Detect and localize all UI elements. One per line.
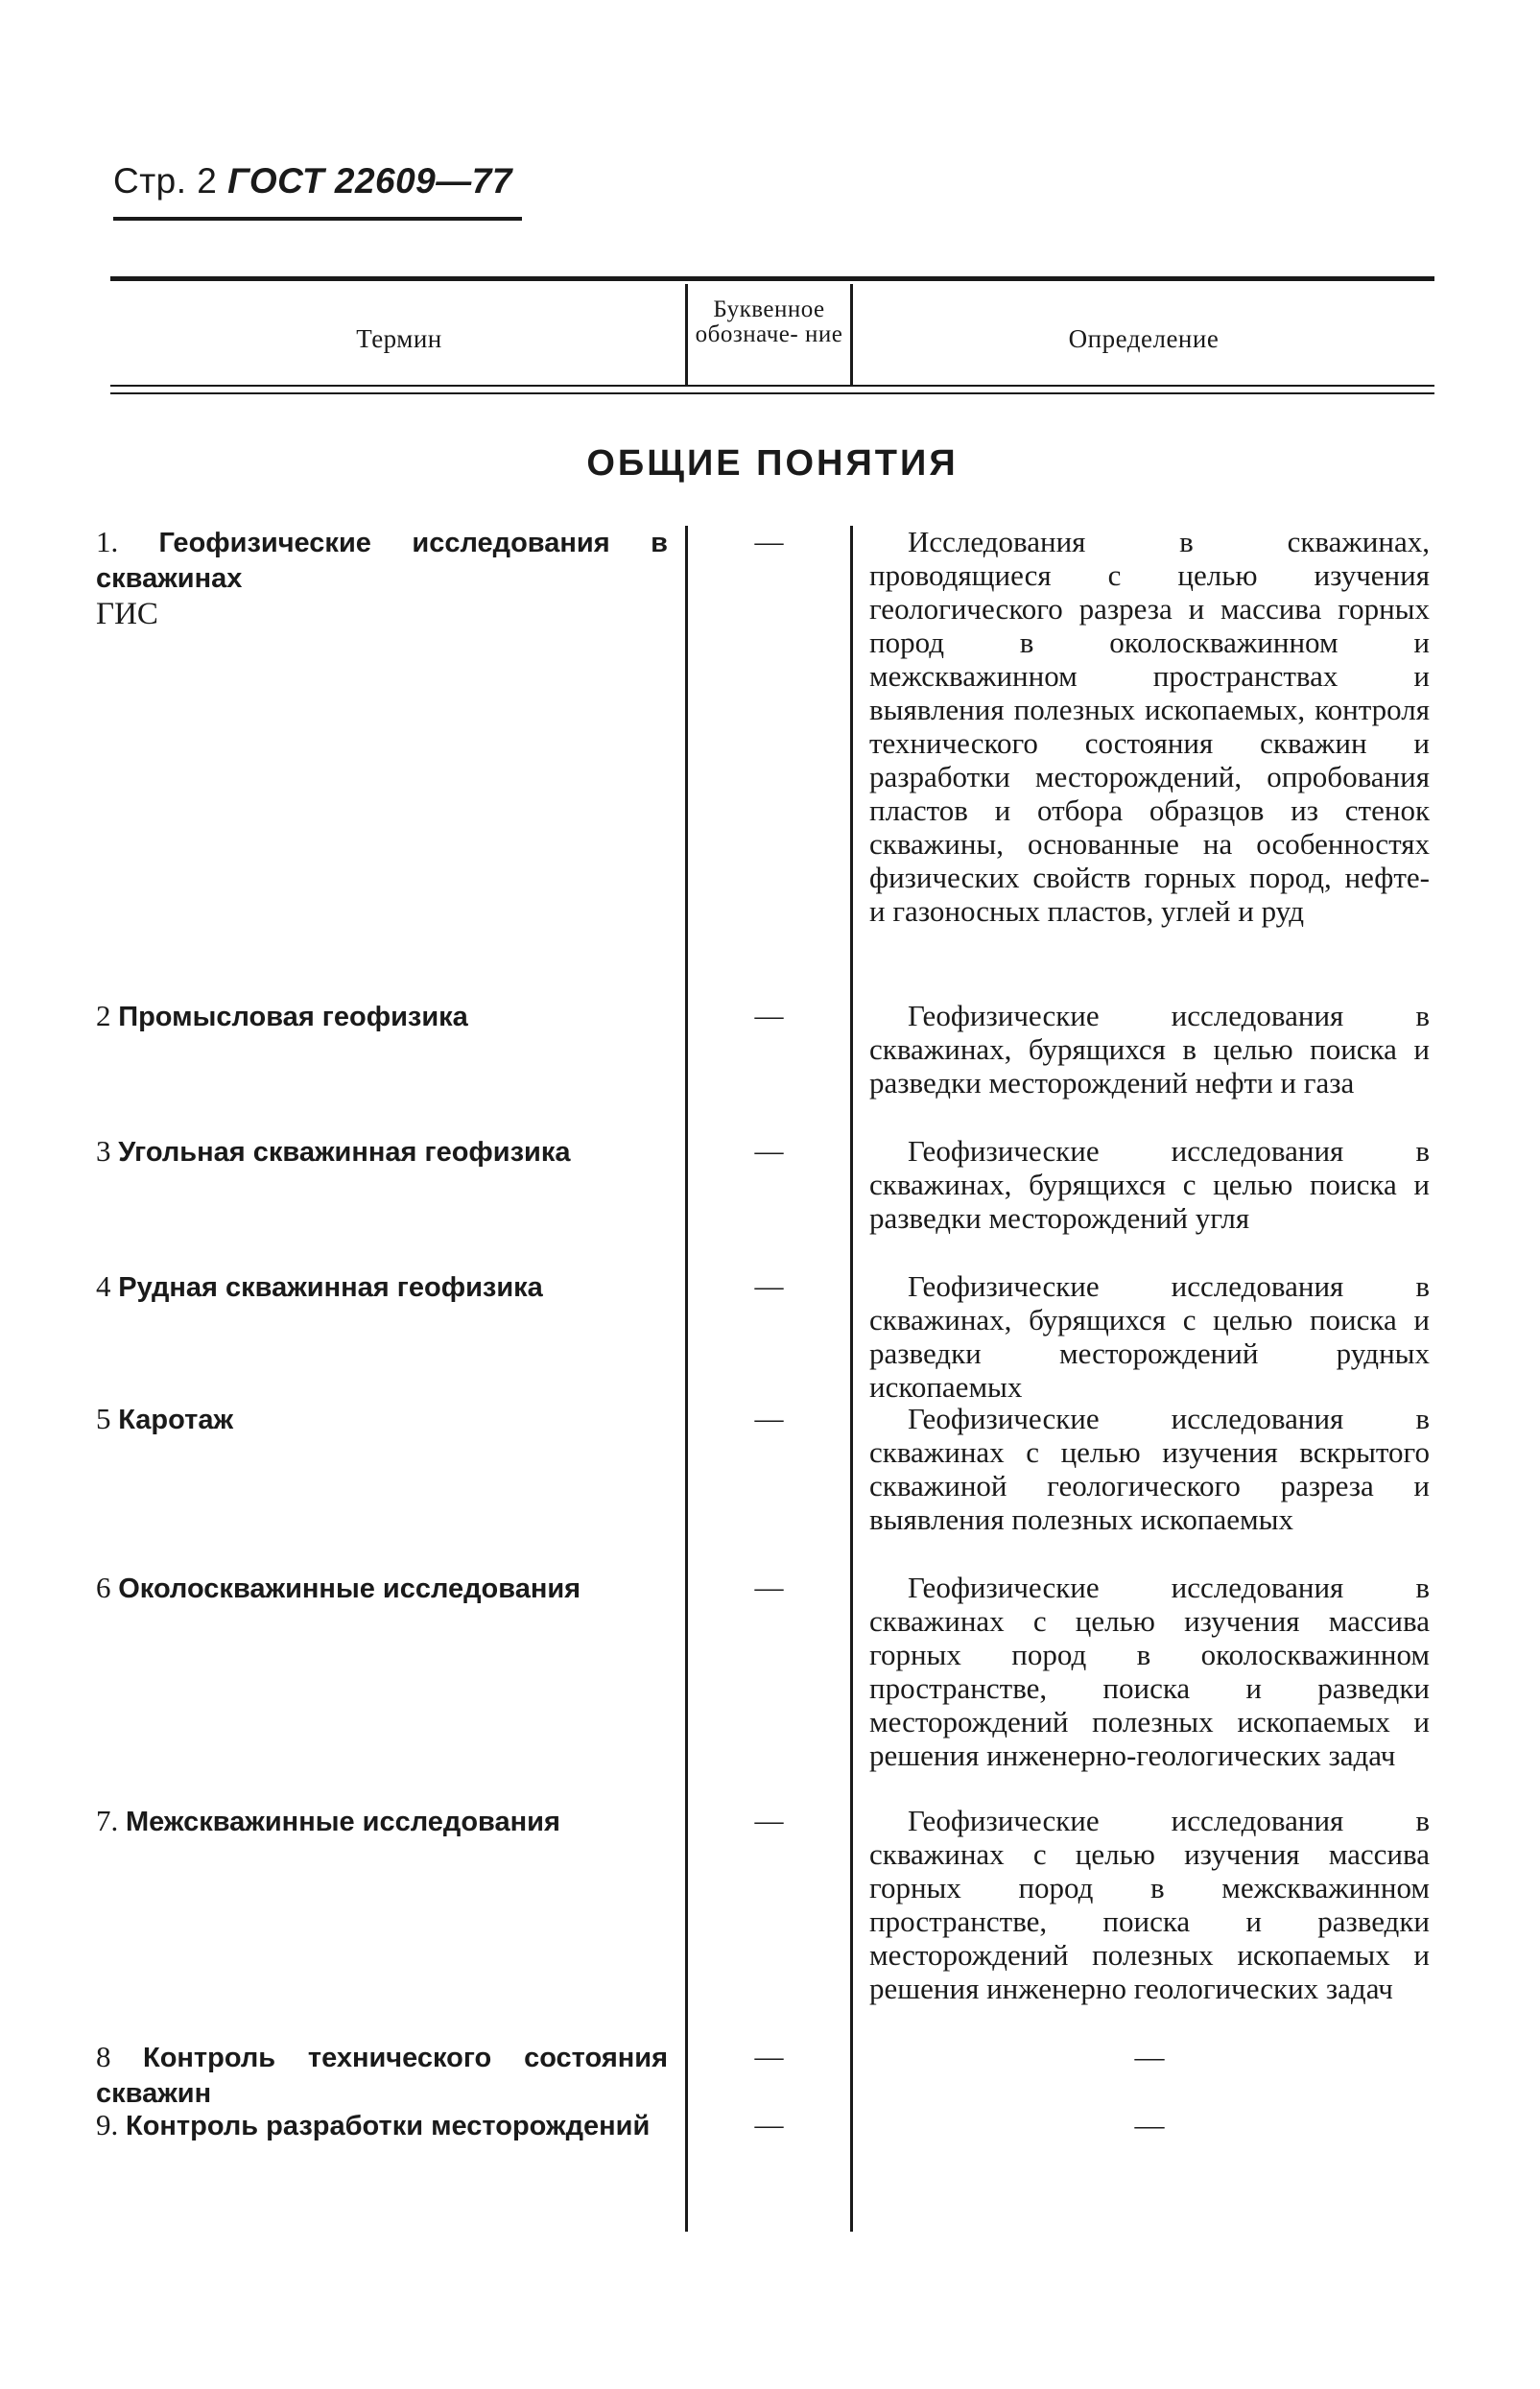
- term-number: 3: [96, 1134, 111, 1168]
- page-header: [113, 161, 512, 201]
- table-head-rule: [110, 385, 1434, 387]
- table-row-definition: Геофизические исследования в скважинах с целью изучения вскрытого скважиной геологического разреза и выявления полезных ископаемых: [869, 1402, 1430, 1536]
- term-number: 1.: [96, 525, 119, 558]
- table-row-symbol: —: [754, 2041, 784, 2072]
- table-row-definition: —: [1134, 2108, 1165, 2141]
- table-row-term: [96, 2108, 668, 2143]
- table-row-symbol: —: [754, 1805, 784, 1836]
- term-name: Промысловая геофизика: [118, 1002, 468, 1032]
- column-divider-body-2: [850, 526, 853, 2232]
- term-number: 7.: [96, 1804, 119, 1837]
- term-name: Межскважинные исследования: [126, 1807, 560, 1837]
- table-row-definition: Исследования в скважинах, проводящиеся с целью изучения геологического разреза и массива горных пород в околоскважинном и межскважинном пространствах и выявления полезных ископаемых, контроля технического состояния скважин и разработки месторождений, опробования пластов и отбора образцов из стенок скважины, основанные на особенностях физических свойств горных пород, нефте- и газоносных пластов, углей и руд: [869, 525, 1430, 928]
- table-top-rule: [110, 276, 1434, 281]
- table-row-definition: Геофизические исследования в скважинах с целью изучения массива горных пород в околоскважинном пространстве, поиска и разведки месторождений полезных ископаемых и решения инженерно-геологических задач: [869, 1571, 1430, 1772]
- table-row-definition: Геофизические исследования в скважинах, бурящихся с целью поиска и разведки месторождений угля: [869, 1134, 1430, 1235]
- table-row-term: [96, 1269, 668, 1305]
- table-head-rule-double: [110, 392, 1434, 394]
- term-number: 9.: [96, 2108, 119, 2141]
- term-name: Околоскважинные исследования: [118, 1573, 581, 1604]
- header-rule: [113, 217, 522, 221]
- table-row-term: [96, 525, 668, 631]
- section-title: ОБЩИЕ ПОНЯТИЯ: [586, 443, 959, 484]
- term-name: Контроль разработки месторождений: [126, 2111, 651, 2141]
- term-number: 2: [96, 999, 111, 1032]
- table-row-term: [96, 2040, 668, 2111]
- term-name: Контроль технического состояния скважин: [96, 2043, 668, 2109]
- table-row-definition: Геофизические исследования в скважинах с целью изучения массива горных пород в межскважинном пространстве, поиска и разведки месторождений полезных ископаемых и решения инженерно геологических задач: [869, 1804, 1430, 2005]
- table-row-symbol: —: [754, 1270, 784, 1302]
- term-name: Геофизические исследования в скважинах: [96, 528, 668, 594]
- table-row-symbol: —: [754, 1135, 784, 1167]
- term-number: 6: [96, 1571, 111, 1604]
- table-row-symbol: —: [754, 1572, 784, 1603]
- term-number: 5: [96, 1402, 111, 1435]
- table-row-symbol: —: [754, 1403, 784, 1434]
- page-number: Стр. 2: [113, 161, 218, 201]
- table-row-definition: Геофизические исследования в скважинах, бурящихся с целью поиска и разведки месторождений рудных ископаемых: [869, 1269, 1430, 1404]
- term-abbreviation: ГИС: [96, 597, 158, 631]
- table-row-definition: Геофизические исследования в скважинах, бурящихся в целью поиска и разведки месторождений нефти и газа: [869, 999, 1430, 1100]
- term-number: 4: [96, 1269, 111, 1303]
- table-row-symbol: —: [754, 2109, 784, 2141]
- term-number: 8: [96, 2040, 111, 2073]
- column-header-symbol: Буквенное обозначе- ние: [695, 296, 843, 347]
- column-divider-body-1: [685, 526, 688, 2232]
- table-row-symbol: —: [754, 1000, 784, 1031]
- column-header-definition: Определение: [1068, 324, 1220, 353]
- term-name: Угольная скважинная геофизика: [118, 1137, 571, 1168]
- table-row-term: [96, 1402, 668, 1437]
- gost-number: ГОСТ 22609—77: [227, 161, 512, 201]
- table-row-symbol: —: [754, 526, 784, 557]
- table-row-term: [96, 999, 668, 1034]
- table-row-term: [96, 1571, 668, 1606]
- table-row-term: [96, 1134, 668, 1170]
- table-row-definition: —: [1134, 2040, 1165, 2073]
- term-name: Каротаж: [118, 1405, 234, 1435]
- term-name: Рудная скважинная геофизика: [118, 1272, 543, 1303]
- table-row-term: [96, 1804, 668, 1839]
- column-header-term: Термин: [356, 324, 442, 353]
